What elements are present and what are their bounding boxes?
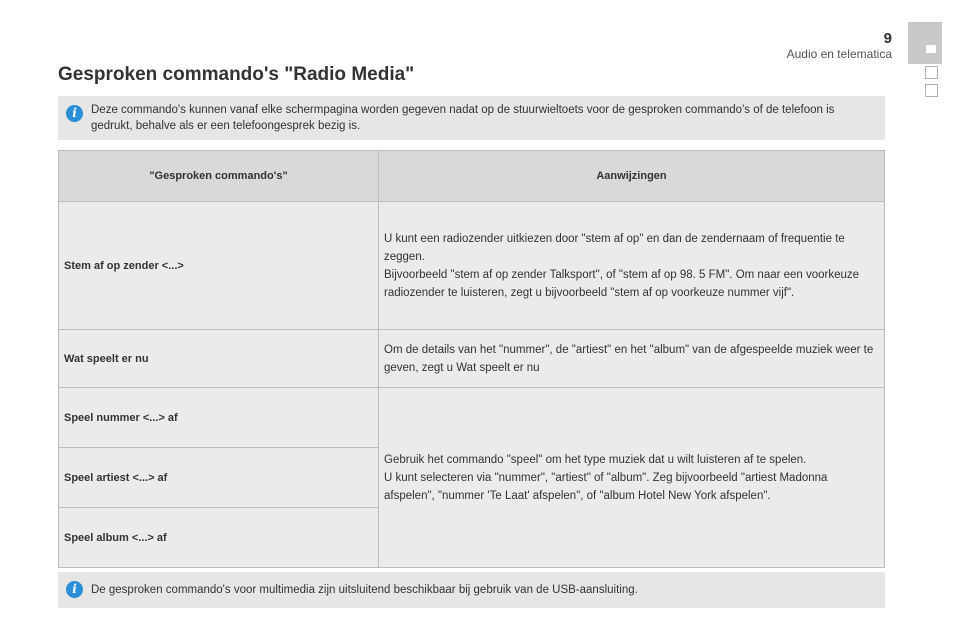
section-name: Audio en telematica [786, 47, 892, 61]
hint-line: Gebruik het commando "speel" om het type muziek dat u wilt luisteren af te spelen. [384, 453, 807, 466]
chapter-tab-marker [926, 45, 936, 53]
hint-cell [379, 388, 885, 568]
hint-line: Om de details van het "nummer", de "artiest" en het "album" van de afgespeelde muziek weer te geven, zegt u Wat speelt er nu [384, 343, 874, 374]
hint-cell [379, 330, 885, 388]
info-icon: i [66, 581, 83, 598]
page-title: Gesproken commando's "Radio Media" [58, 64, 415, 85]
info-box-bottom [58, 572, 885, 608]
hint-line: Bijvoorbeeld "stem af op zender Talksport", of "stem af op 98. 5 FM". Om naar een voorkeuze radiozender te luisteren, zegt u bijvoorbeeld "stem af op voorkeuze nummer vijf". [384, 268, 860, 299]
chapter-tab [925, 66, 938, 79]
info-icon: i [66, 105, 83, 122]
chapter-tab [925, 84, 938, 97]
command-cell: Speel artiest <...> af [59, 448, 379, 508]
page-number: 9 [883, 30, 892, 47]
chapter-tab-active [908, 22, 942, 64]
command-cell: Speel album <...> af [59, 508, 379, 568]
column-header-commands: "Gesproken commando's" [59, 151, 379, 202]
commands-table [58, 150, 885, 568]
table-header-row [59, 151, 885, 202]
info-text-top: Deze commando's kunnen vanaf elke schermpagina worden gegeven nadat op de stuurwieltoets voor de gesproken commando's of de telefoon is gedrukt, behalve als er een telefoongesprek bezig is. [91, 104, 835, 132]
table-row [59, 202, 885, 330]
command-cell: Wat speelt er nu [59, 330, 379, 388]
hint-cell [379, 202, 885, 330]
table-row [59, 330, 885, 388]
command-cell: Stem af op zender <...> [59, 202, 379, 330]
info-box-top [58, 96, 885, 140]
table-row [59, 388, 885, 448]
hint-line: U kunt selecteren via "nummer", "artiest" of "album". Zeg bijvoorbeeld "artiest Madonna afspelen", "nummer 'Te Laat' afspelen", of "album Hotel New York afspelen". [384, 471, 828, 502]
info-text-bottom: De gesproken commando's voor multimedia zijn uitsluitend beschikbaar bij gebruik van de USB-aansluiting. [91, 584, 638, 596]
column-header-hints: Aanwijzingen [379, 151, 885, 202]
command-cell: Speel nummer <...> af [59, 388, 379, 448]
hint-line: U kunt een radiozender uitkiezen door "stem af op" en dan de zendernaam of frequentie te zeggen. [384, 232, 845, 263]
